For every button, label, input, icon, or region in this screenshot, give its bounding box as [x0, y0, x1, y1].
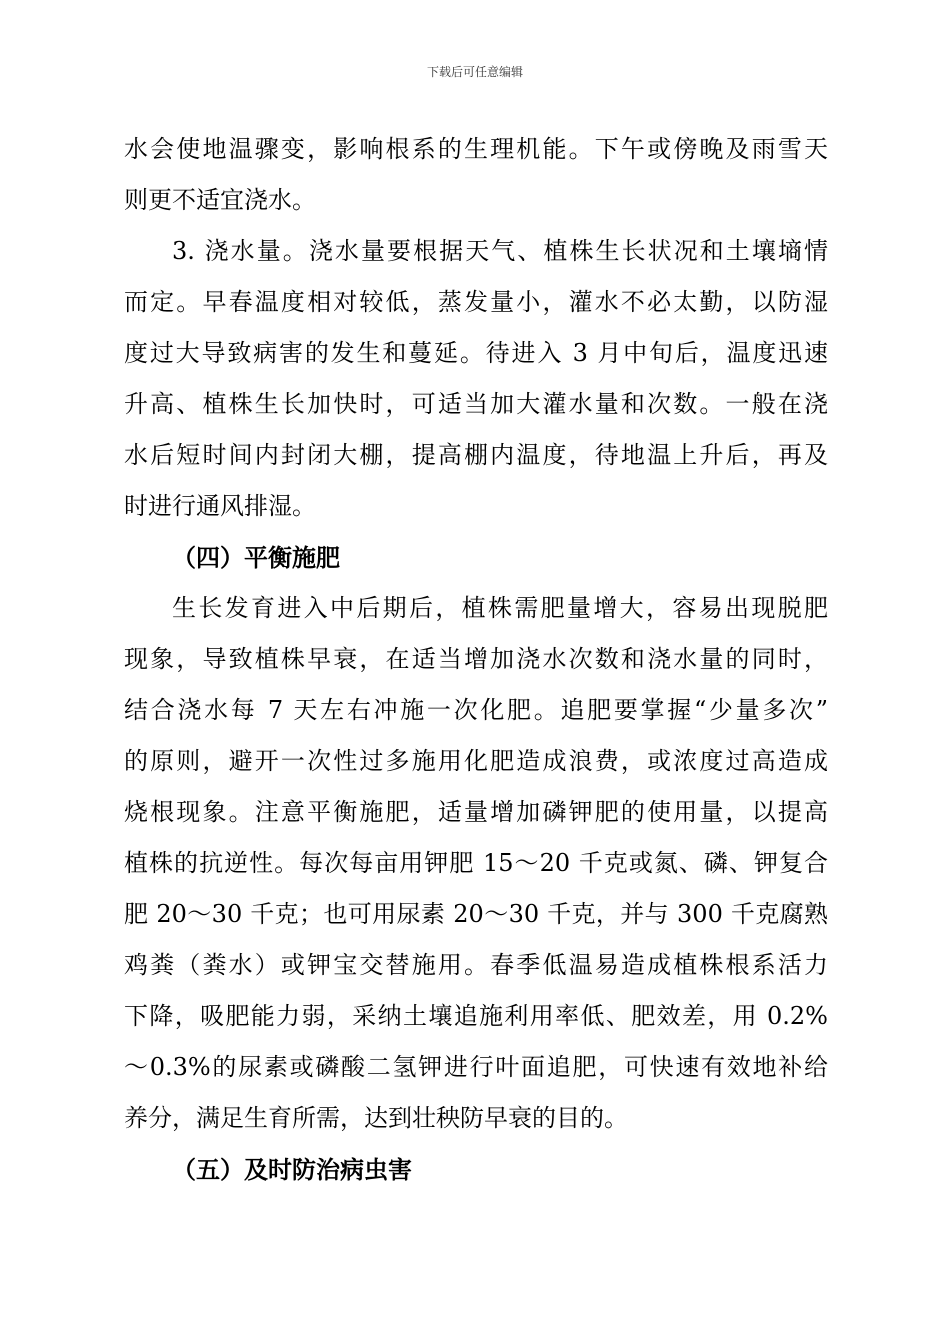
text-line: ～0.3%的尿素或磷酸二氢钾进行叶面追肥，可快速有效地补给	[124, 1053, 828, 1081]
text-line: 现象，导致植株早衰，在适当增加浇水次数和浇水量的同时，	[124, 645, 828, 673]
section-heading-pest-control: （五）及时防治病虫害	[172, 1155, 412, 1184]
text-line: 养分，满足生育所需，达到壮秧防早衰的目的。	[124, 1104, 628, 1132]
text-line: 生长发育进入中后期后，植株需肥量增大，容易出现脱肥	[172, 594, 828, 622]
text-line: 而定。早春温度相对较低，蒸发量小，灌水不必太勤，以防湿	[124, 288, 828, 316]
text-line: 肥 20～30 千克；也可用尿素 20～30 千克，并与 300 千克腐熟	[124, 900, 828, 928]
text-line: 鸡粪（粪水）或钾宝交替施用。春季低温易造成植株根系活力	[124, 951, 828, 979]
text-line: 3. 浇水量。浇水量要根据天气、植株生长状况和土壤墒情	[172, 237, 828, 265]
text-line: 植株的抗逆性。每次每亩用钾肥 15～20 千克或氮、磷、钾复合	[124, 849, 828, 877]
document-body	[124, 124, 828, 1195]
text-line: 升高、植株生长加快时，可适当加大灌水量和次数。一般在浇	[124, 390, 828, 418]
paragraph-watering-amount	[124, 226, 828, 532]
paragraph-watering-timing	[124, 124, 828, 226]
text-line: 时进行通风排湿。	[124, 492, 316, 520]
text-line: 的原则，避开一次性过多施用化肥造成浪费，或浓度过高造成	[124, 747, 828, 775]
paragraph-fertilization	[124, 583, 828, 1144]
text-line: 水会使地温骤变，影响根系的生理机能。下午或傍晚及雨雪天	[124, 135, 828, 163]
text-line: 下降，吸肥能力弱，采纳土壤追施利用率低、肥效差，用 0.2%	[124, 1002, 828, 1030]
text-line: 结合浇水每 7 天左右冲施一次化肥。追肥要掌握“少量多次”	[124, 696, 828, 724]
text-line: 水后短时间内封闭大棚，提高棚内温度，待地温上升后，再及	[124, 441, 828, 469]
text-line: 度过大导致病害的发生和蔓延。待进入 3 月中旬后，温度迅速	[124, 339, 828, 367]
section-heading-balanced-fertilization: （四）平衡施肥	[172, 543, 340, 572]
text-line: 则更不适宜浇水。	[124, 186, 316, 214]
page-header: 下载后可任意编辑	[426, 65, 523, 79]
text-line: 烧根现象。注意平衡施肥，适量增加磷钾肥的使用量，以提高	[124, 798, 828, 826]
